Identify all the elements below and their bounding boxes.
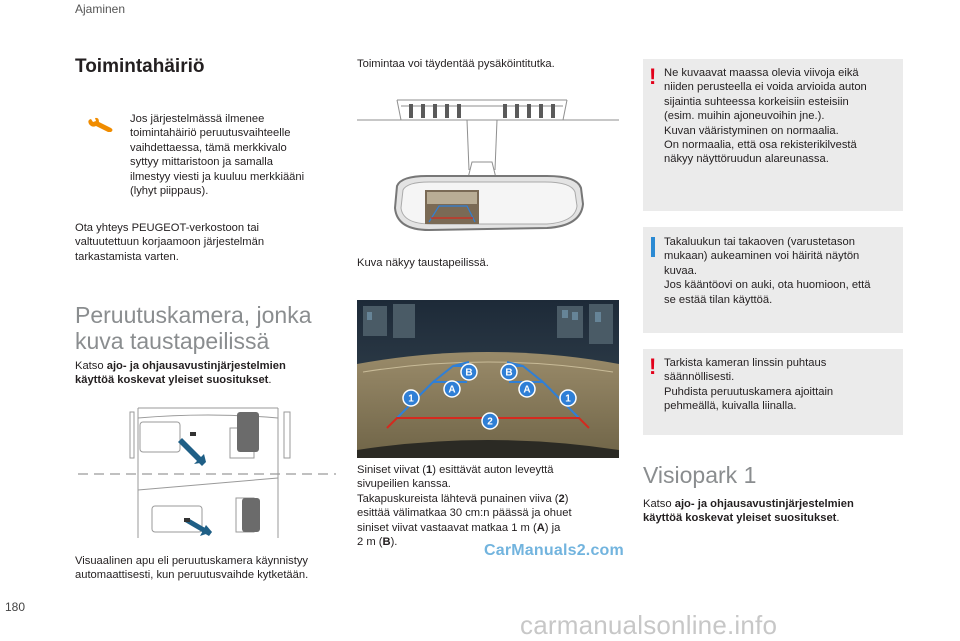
camera-view-image [357,300,619,458]
warning-icon: ! [649,64,657,89]
warning-box-guidelines: ! Ne kuvaavat maassa olevia viivoja eikä niiden perusteella ei voida arvioida auton sijaintia suhteessa korkeisiin esteisiin (esim. muihin ajoneuvoihin jne.). Kuvan vääristyminen on normaalia. On normaalia, että osa rekisterikilvestä näkyy näyttöruudun alareunassa. [643,59,903,211]
svg-text:A: A [523,384,531,396]
camera-see-reference: Katso ajo- ja ohjausavustinjärjestelmien käyttöä koskevat yleiset suositukset. [75,360,286,387]
svg-text:A: A [448,384,456,396]
contact-text: Ota yhteys PEUGEOT-verkostoon tai valtuutettuun korjaamoon järjestelmän tarkastamista varten. [75,222,265,263]
watermark-carmanualsonline: carmanualsonline.info [520,610,778,640]
guide-label-1-left [403,390,419,406]
svg-text:2: 2 [487,416,493,428]
svg-text:B: B [505,367,513,379]
svg-text:B: B [465,367,473,379]
visiopark-title: Visiopark 1 [643,462,757,488]
watermark-carmanuals2: CarManuals2.com [484,542,624,559]
guide-label-2 [482,413,498,429]
malfunction-text: Jos järjestelmässä ilmenee toimintahäiriö peruutusvaihteelle vaihdettaessa, tämä merkkivalo syttyy mittaristoon ja samalla ilmestyy viesti ja kuuluu merkkiääni (lyhyt piippaus). [130,113,305,198]
van-rear-illustration [78,398,336,548]
parking-radar-text: Toimintaa voi täydentää pysäköintitutka. [357,58,555,70]
svg-text:1: 1 [408,393,414,405]
svg-text:1: 1 [565,393,571,405]
camera-section-title: Peruutuskamera, jonka kuva taustapeilissä [75,302,312,354]
guide-label-1-right [560,390,576,406]
mirror-caption: Kuva näkyy taustapeilissä. [357,257,489,269]
visual-aid-text: Visuaalinen apu eli peruutuskamera käynnistyy automaattisesti, kun peruutusvaihde kytketään. [75,555,309,582]
malfunction-title: Toimintahäiriö [75,56,205,77]
wrench-icon [86,116,114,138]
section-header: Ajaminen [75,2,126,16]
info-box-tailgate: Takaluukun tai takaoven (varustetason mukaan) aukeaminen voi häiritä näytön kuvaa. Jos kääntöovi on auki, ota huomioon, että se estää tilan käyttöä. [643,227,903,333]
visiopark-see-reference: Katso ajo- ja ohjausavustinjärjestelmien käyttöä koskevat yleiset suositukset. [643,498,854,525]
rear-view-mirror-illustration [357,90,619,240]
warning-icon: ! [649,354,657,379]
guide-label-a-left [444,381,460,397]
warning-box-lens: ! Tarkista kameran linssin puhtaus säännöllisesti. Puhdista peruutuskamera ajoittain pehmeällä, kuivalla liinalla. [643,349,903,435]
guide-label-b-left [461,364,477,380]
guide-lines-description: Siniset viivat (1) esittävät auton leveyttä sivupeilien kanssa. Takapuskureista lähtevä punainen viiva (2) esittää välimatkaa 30 cm:n päässä ja ohuet siniset viivat vastaavat matkaa 1 m (A) ja 2 m (B). [357,464,572,549]
info-icon [651,237,655,257]
page-number: 180 [5,600,26,614]
guide-label-b-right [501,364,517,380]
guide-label-a-right [519,381,535,397]
